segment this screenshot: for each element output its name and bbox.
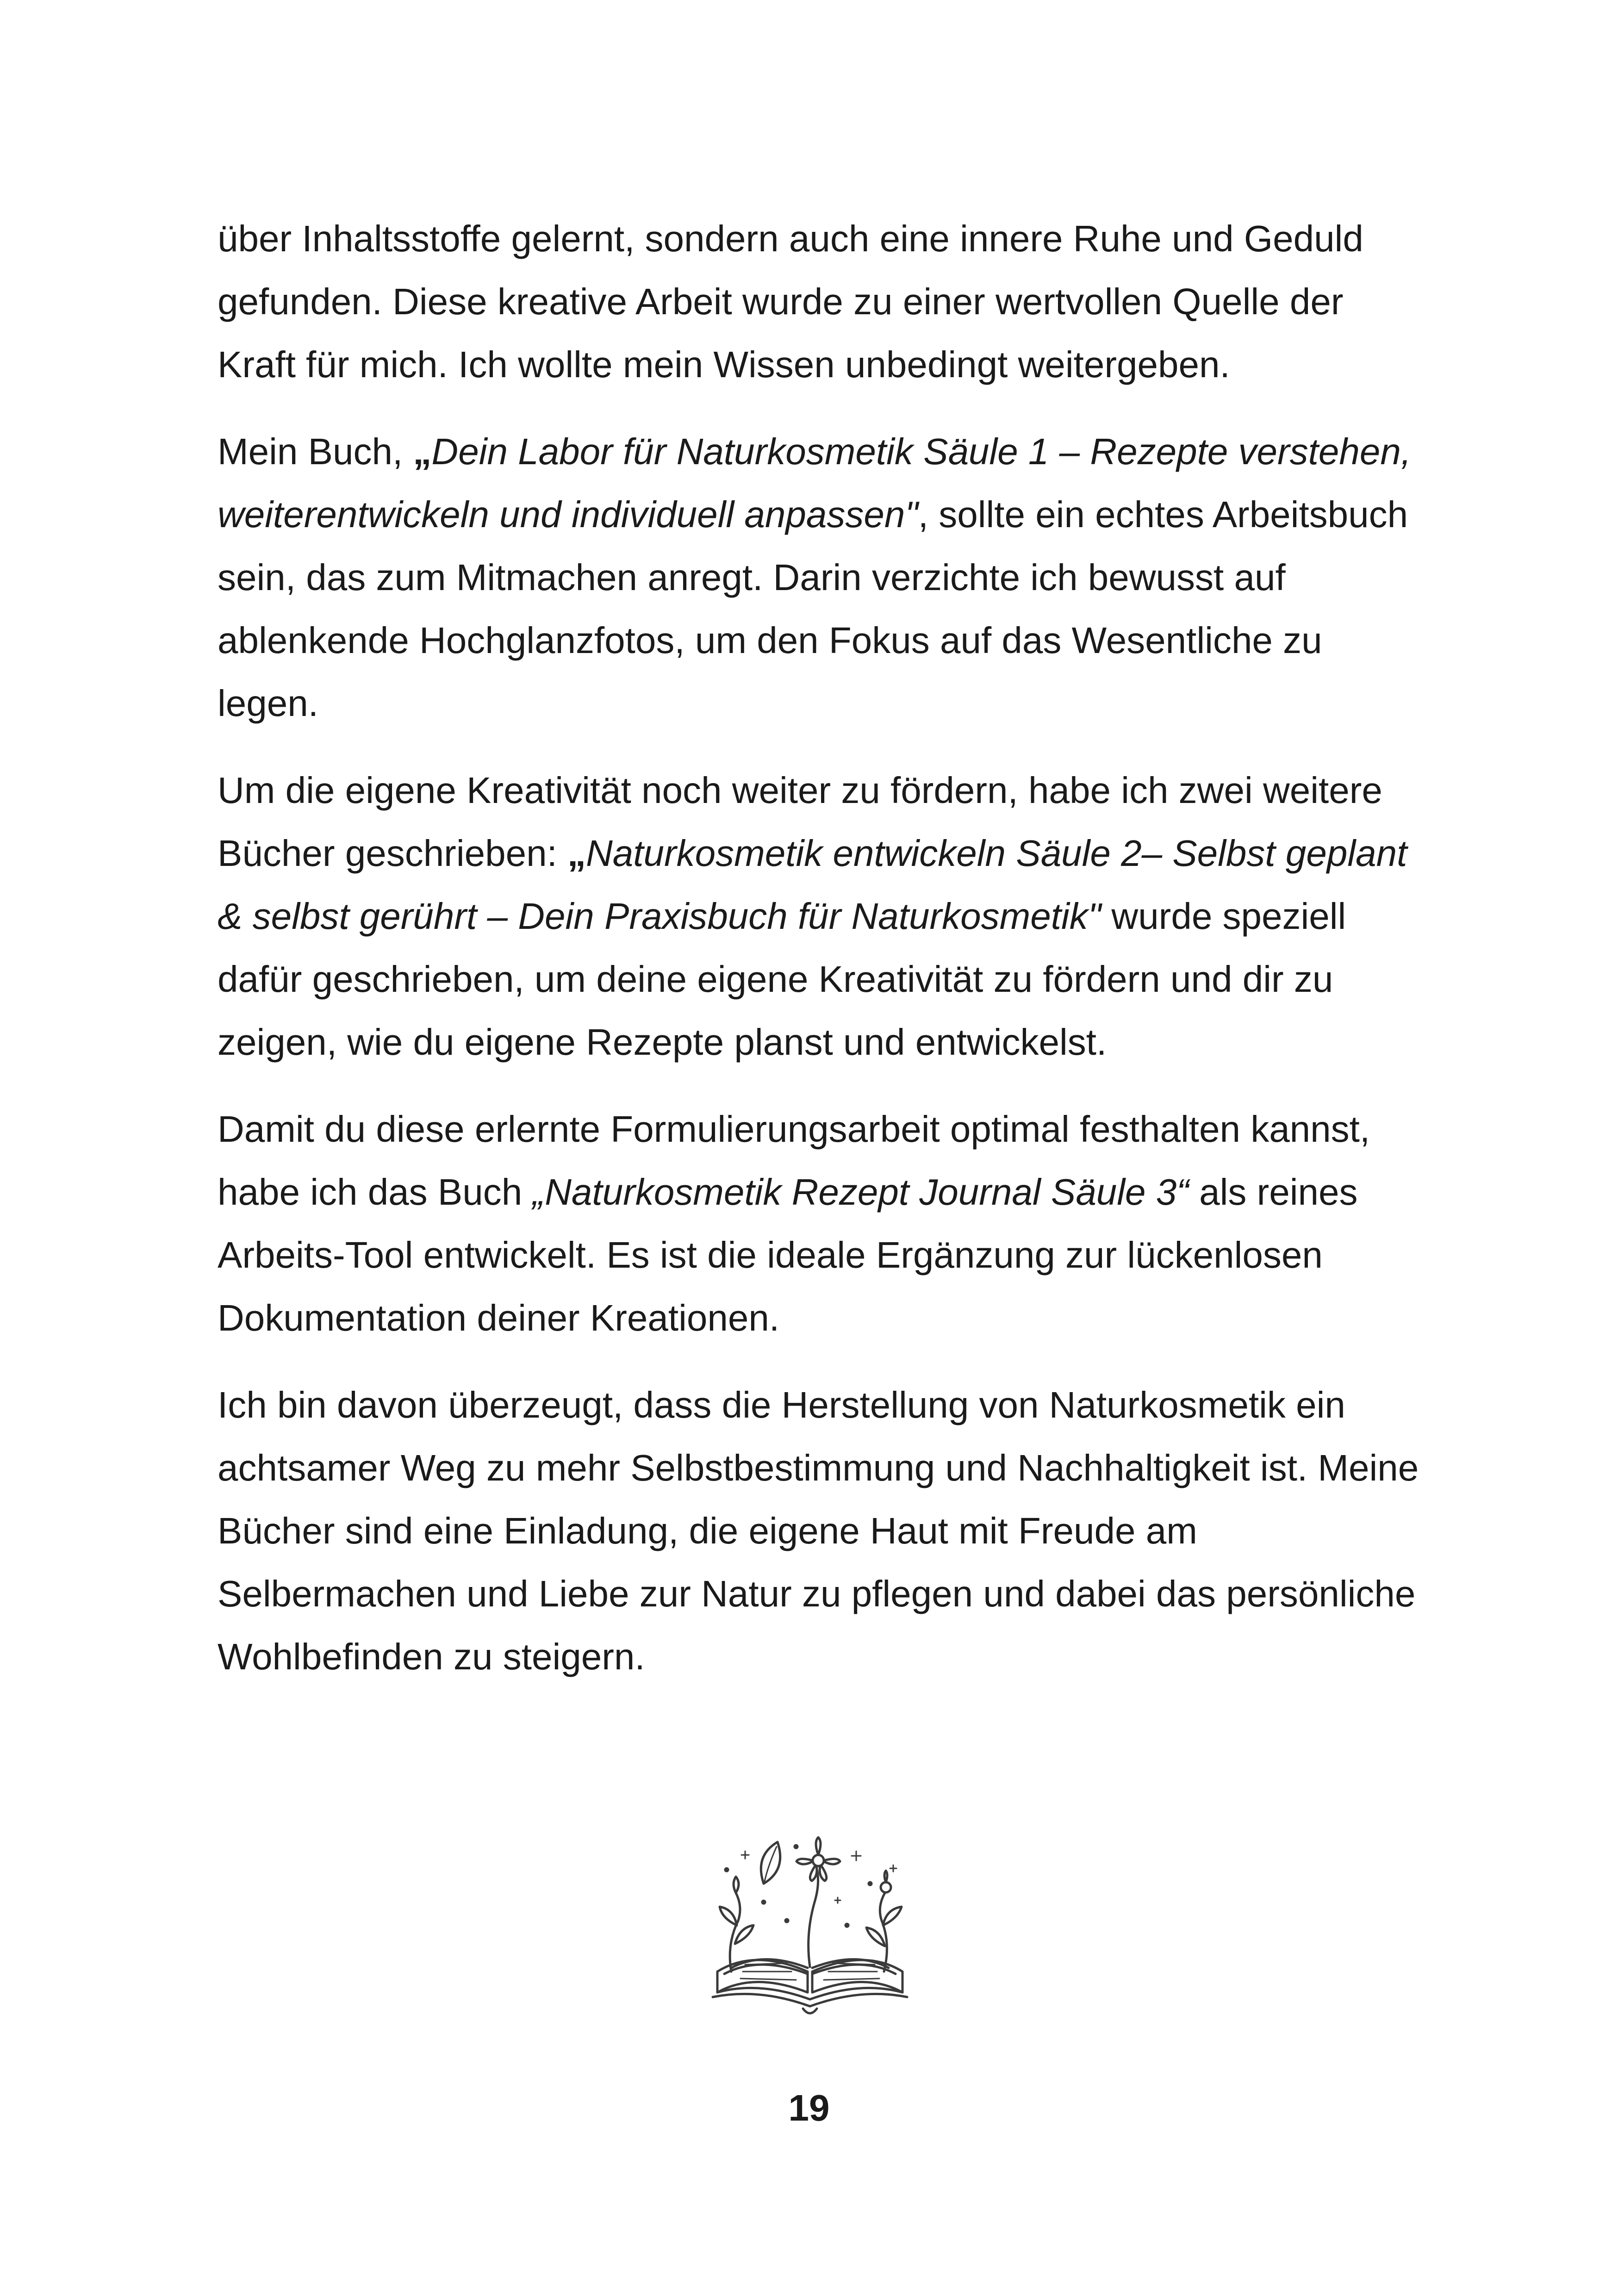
paragraph-2-lead: Mein Buch,: [218, 431, 413, 472]
paragraph-4: [218, 1098, 1421, 1350]
book-title-text: Dein Labor für Naturkosmetik Säule 1 – Rezepte verstehen, weiterentwickeln und individuell anpassen": [218, 431, 1412, 535]
paragraph-3-rest: wurde speziell dafür geschrieben, um deine eigene Kreativität zu fördern und dir zu zeigen, wie du eigene Rezepte planst und entwickelst.: [218, 896, 1346, 1063]
open-book-with-flowers-icon: [699, 1833, 921, 2027]
quote-mark: „: [567, 833, 586, 874]
book-title-text: Naturkosmetik entwickeln Säule 2– Selbst geplant & selbst gerührt – Dein Praxisbuch für Naturkosmetik": [218, 833, 1407, 937]
page-number: 19: [788, 2087, 830, 2128]
paragraph-3-lead: Um die eigene Kreativität noch weiter zu fördern, habe ich zwei weitere Bücher geschrieben:: [218, 770, 1382, 874]
paragraph-2-rest: , sollte ein echtes Arbeitsbuch sein, das zum Mitmachen anregt. Darin verzichte ich bewusst auf ablenkende Hochglanzfotos, um den Fokus auf das Wesentliche zu legen.: [218, 494, 1408, 724]
paragraph-4-rest: als reines Arbeits-Tool entwickelt. Es ist die ideale Ergänzung zur lückenlosen Dokumentation deiner Kreationen.: [218, 1171, 1358, 1338]
quote-mark: „: [413, 431, 432, 472]
paragraph-5: Ich bin davon überzeugt, dass die Herstellung von Naturkosmetik ein achtsamer Weg zu mehr Selbstbestimmung und Nachhaltigkeit ist. Meine Bücher sind eine Einladung, die eigene Haut mit Freude am Selbermachen und Liebe zur Natur zu pflegen und dabei das persönliche Wohlbefinden zu steigern.: [218, 1384, 1419, 1677]
paragraph-3: [218, 759, 1421, 1074]
body-text: [218, 207, 1421, 1712]
paragraph-4-lead: Damit du diese erlernte Formulierungsarbeit optimal festhalten kannst, habe ich das Buch: [218, 1108, 1370, 1213]
paragraph-1: über Inhaltsstoffe gelernt, sondern auch eine innere Ruhe und Geduld gefunden. Diese kreative Arbeit wurde zu einer wertvollen Quelle der Kraft für mich. Ich wollte mein Wissen unbedingt weitergeben.: [218, 218, 1363, 385]
paragraph-2: [218, 420, 1421, 735]
book-title-saeule-3: „Naturkosmetik Rezept Journal Säule 3“: [532, 1171, 1189, 1213]
